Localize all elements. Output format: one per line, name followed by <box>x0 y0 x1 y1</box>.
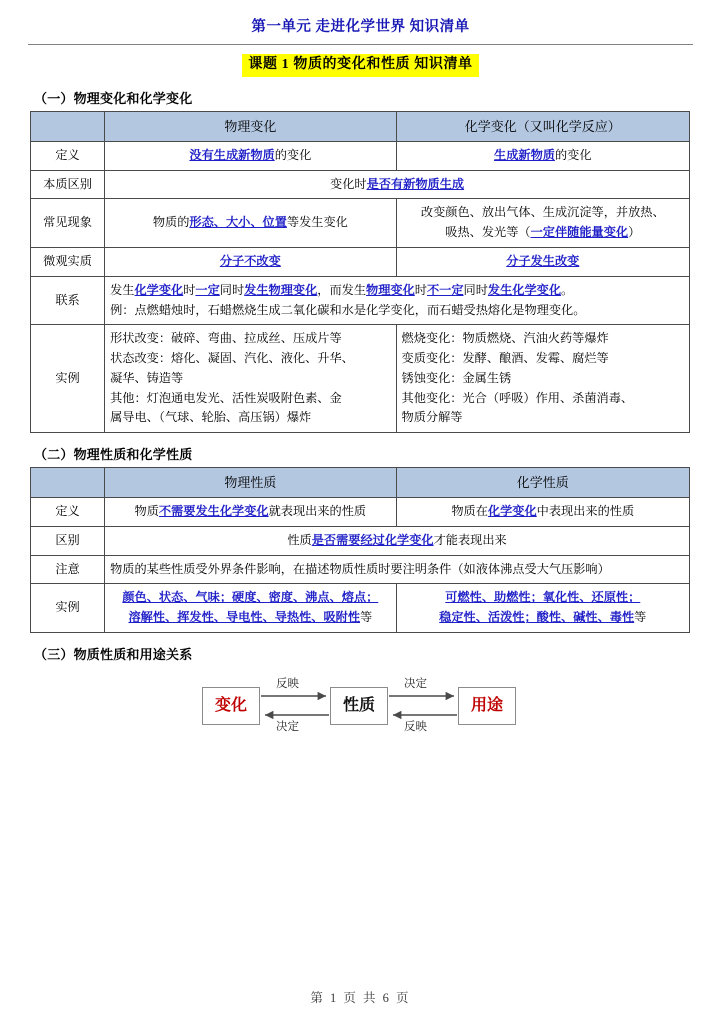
t1-definition-chemical-tail: 的变化 <box>554 147 592 162</box>
t1-phenomena-physical <box>105 199 396 248</box>
relation-part-8: 时 <box>414 282 427 297</box>
t1-phenomena-chemical-line2 <box>402 223 684 243</box>
t1-examples-chemical <box>396 325 689 433</box>
t2-examples-physical-line1-em: 颜色、状态、气味；硬度、密度、沸点、熔点； <box>122 590 379 605</box>
t2-examples-chemical-line1-em: 可燃性、助燃性；氧化性、还原性； <box>445 590 641 605</box>
relation-part-10: 同时 <box>463 282 488 297</box>
t1-phenomena-chemical-line2-head: 吸热、发光等（ <box>445 225 531 240</box>
t2-definition-chemical-head: 物质在 <box>451 504 488 519</box>
t1-examples-chemical-line-1: 燃烧变化：物质燃烧、汽油火药等爆炸 <box>401 331 609 346</box>
t2-header-blank <box>31 468 105 498</box>
table-physical-chemical-property <box>30 467 690 633</box>
t1-label-relation: 联系 <box>31 276 105 325</box>
t2-difference-value <box>105 526 690 555</box>
table-row <box>31 498 690 527</box>
t1-relation-value <box>105 276 690 325</box>
t2-header-chemical: 化学性质 <box>396 468 689 498</box>
t2-header-physical: 物理性质 <box>105 468 396 498</box>
t1-label-phenomena: 常见现象 <box>31 199 105 248</box>
diagram-box-property: 性质 <box>330 687 388 725</box>
t1-phenomena-chemical-line1: 改变颜色、放出气体、生成沉淀等，并放热、 <box>420 205 665 220</box>
arrow-label-left-bottom: 决定 <box>276 721 299 733</box>
relation-part-3: 一定 <box>195 282 220 297</box>
t2-examples-chemical-line2-tail: 等 <box>634 610 647 625</box>
table-physical-chemical-change <box>30 111 690 433</box>
t2-examples-chemical-line1 <box>402 588 684 608</box>
t1-examples-physical-line-5: 属导电、（气球、轮胎、高压锅）爆炸 <box>110 410 312 425</box>
t2-examples-physical-line1 <box>110 588 390 608</box>
diagram-box-usage: 用途 <box>458 687 516 725</box>
t1-header-blank <box>31 111 105 141</box>
t1-relation-line1 <box>110 281 684 301</box>
section-heading-three: （三）物质性质和用途关系 <box>34 647 193 662</box>
t2-definition-chemical <box>396 498 689 527</box>
t1-label-examples: 实例 <box>31 325 105 433</box>
t1-examples-physical-line-2: 状态改变：熔化、凝固、汽化、液化、升华、 <box>110 351 354 366</box>
t2-examples-chemical-line2 <box>402 608 684 628</box>
table-row <box>31 584 690 633</box>
relation-part-4: 同时 <box>219 282 245 297</box>
t2-examples-physical-line2-em: 溶解性、挥发性、导电性、导热性、吸附性 <box>128 610 361 625</box>
table-row <box>31 526 690 555</box>
table-row <box>31 325 690 433</box>
t1-examples-chemical-line-5: 物质分解等 <box>401 410 463 425</box>
relation-part-7: 物理变化 <box>366 282 415 297</box>
relation-part-12: 。 <box>561 282 574 297</box>
t1-examples-physical <box>105 325 396 433</box>
arrow-label-right-top: 决定 <box>404 678 427 690</box>
table-row <box>31 170 690 199</box>
t2-definition-chemical-tail: 中表现出来的性质 <box>536 504 635 519</box>
t2-examples-chemical-line2-em: 稳定性、活泼性；酸性、碱性、毒性 <box>439 610 635 625</box>
t1-phenomena-physical-head: 物质的 <box>152 215 190 230</box>
t2-definition-physical-head: 物质 <box>134 504 159 519</box>
t1-micro-physical <box>105 248 396 277</box>
t1-examples-chemical-line-4: 其他变化：光合（呼吸）作用、杀菌消毒、 <box>401 390 634 405</box>
t1-essence-value <box>105 170 690 199</box>
t2-definition-physical-tail: 就表现出来的性质 <box>268 504 367 519</box>
section-heading-one: （一）物理变化和化学变化 <box>34 90 193 106</box>
t1-definition-chemical-em: 生成新物质 <box>494 147 555 162</box>
t2-label-note: 注意 <box>31 555 105 584</box>
t2-note-value: 物质的某些性质受外界条件影响，在描述物质性质时要注明条件（如液体沸点受大气压影响） <box>105 555 690 584</box>
t2-examples-chemical <box>396 584 689 633</box>
t2-examples-physical-line2-tail: 等 <box>360 610 373 625</box>
t1-micro-chemical-em: 分子发生改变 <box>506 254 580 268</box>
table-row <box>31 276 690 325</box>
table-row <box>31 199 690 248</box>
page-title: 第一单元 走进化学世界 知识清单 <box>251 19 470 35</box>
table-row <box>31 468 690 498</box>
t2-difference-head: 性质 <box>287 532 312 547</box>
t1-examples-physical-line-3: 凝华、铸造等 <box>110 370 184 385</box>
lesson-title: 课题 1 物质的变化和性质 知识清单 <box>242 54 478 77</box>
t2-label-definition: 定义 <box>31 498 105 527</box>
t1-definition-chemical <box>396 141 689 170</box>
t2-label-difference: 区别 <box>31 526 105 555</box>
t1-definition-physical <box>105 141 396 170</box>
table-row <box>31 555 690 584</box>
t1-phenomena-chemical-line2-em: 一定伴随能量变化 <box>530 225 629 240</box>
t2-examples-physical <box>105 584 396 633</box>
title-divider <box>28 44 693 45</box>
t1-phenomena-physical-tail: 等发生变化 <box>286 215 348 230</box>
t1-definition-physical-em: 没有生成新物质 <box>189 147 275 162</box>
arrow-label-left-top: 反映 <box>276 678 299 690</box>
table-row <box>31 141 690 170</box>
t2-definition-physical-em: 不需要发生化学变化 <box>158 504 269 519</box>
t1-phenomena-chemical <box>396 199 689 248</box>
t1-phenomena-physical-em: 形态、大小、位置 <box>189 215 287 230</box>
t1-label-essence: 本质区别 <box>31 170 105 199</box>
t1-micro-physical-em: 分子不改变 <box>219 254 281 268</box>
section-heading-two: （二）物理性质和化学性质 <box>34 447 193 463</box>
arrow-label-right-bottom: 反映 <box>404 721 427 733</box>
t2-difference-tail: 才能表现出来 <box>433 532 507 547</box>
t1-label-definition: 定义 <box>31 141 105 170</box>
t1-essence-head: 变化时 <box>330 176 367 191</box>
t1-relation-line2: 例：点燃蜡烛时，石蜡燃烧生成二氧化碳和水是化学变化，而石蜡受热熔化是物理变化。 <box>110 302 586 317</box>
t1-phenomena-chemical-line2-tail: ） <box>628 225 641 240</box>
t2-definition-physical <box>105 498 396 527</box>
relation-part-5: 发生物理变化 <box>244 282 318 297</box>
relation-part-1: 化学变化 <box>134 282 184 297</box>
t1-header-chemical: 化学变化（又叫化学反应） <box>396 111 689 141</box>
relation-part-6: ，而发生 <box>317 282 367 297</box>
t2-label-examples: 实例 <box>31 584 105 633</box>
lesson-title-container <box>0 54 721 77</box>
t2-definition-chemical-em: 化学变化 <box>487 504 537 519</box>
property-usage-relation-diagram <box>30 673 690 739</box>
relation-part-11: 发生化学变化 <box>487 282 562 297</box>
relation-part-2: 时 <box>183 282 196 297</box>
t1-label-micro: 微观实质 <box>31 248 105 277</box>
t1-examples-physical-line-4: 其他：灯泡通电发光、活性炭吸附色素、金 <box>110 390 342 405</box>
t1-micro-chemical <box>396 248 689 277</box>
diagram-box-change: 变化 <box>202 687 260 725</box>
t2-difference-em: 是否需要经过化学变化 <box>311 532 434 547</box>
t1-examples-chemical-line-3: 锈蚀变化：金属生锈 <box>401 370 512 385</box>
t1-header-physical: 物理变化 <box>105 111 396 141</box>
relation-part-0: 发生 <box>110 282 135 297</box>
t1-definition-physical-tail: 的变化 <box>274 147 312 162</box>
t1-examples-chemical-line-2: 变质变化：发酵、酿酒、发霉、腐烂等 <box>401 351 609 366</box>
page-footer: 第 1 页 共 6 页 <box>310 991 411 1005</box>
t1-essence-em: 是否有新物质生成 <box>366 176 465 191</box>
t2-examples-physical-line2 <box>110 608 390 628</box>
table-row <box>31 248 690 277</box>
t1-examples-physical-line-1: 形状改变：破碎、弯曲、拉成丝、压成片等 <box>110 331 342 346</box>
table-row <box>31 111 690 141</box>
relation-part-9: 不一定 <box>426 282 464 297</box>
